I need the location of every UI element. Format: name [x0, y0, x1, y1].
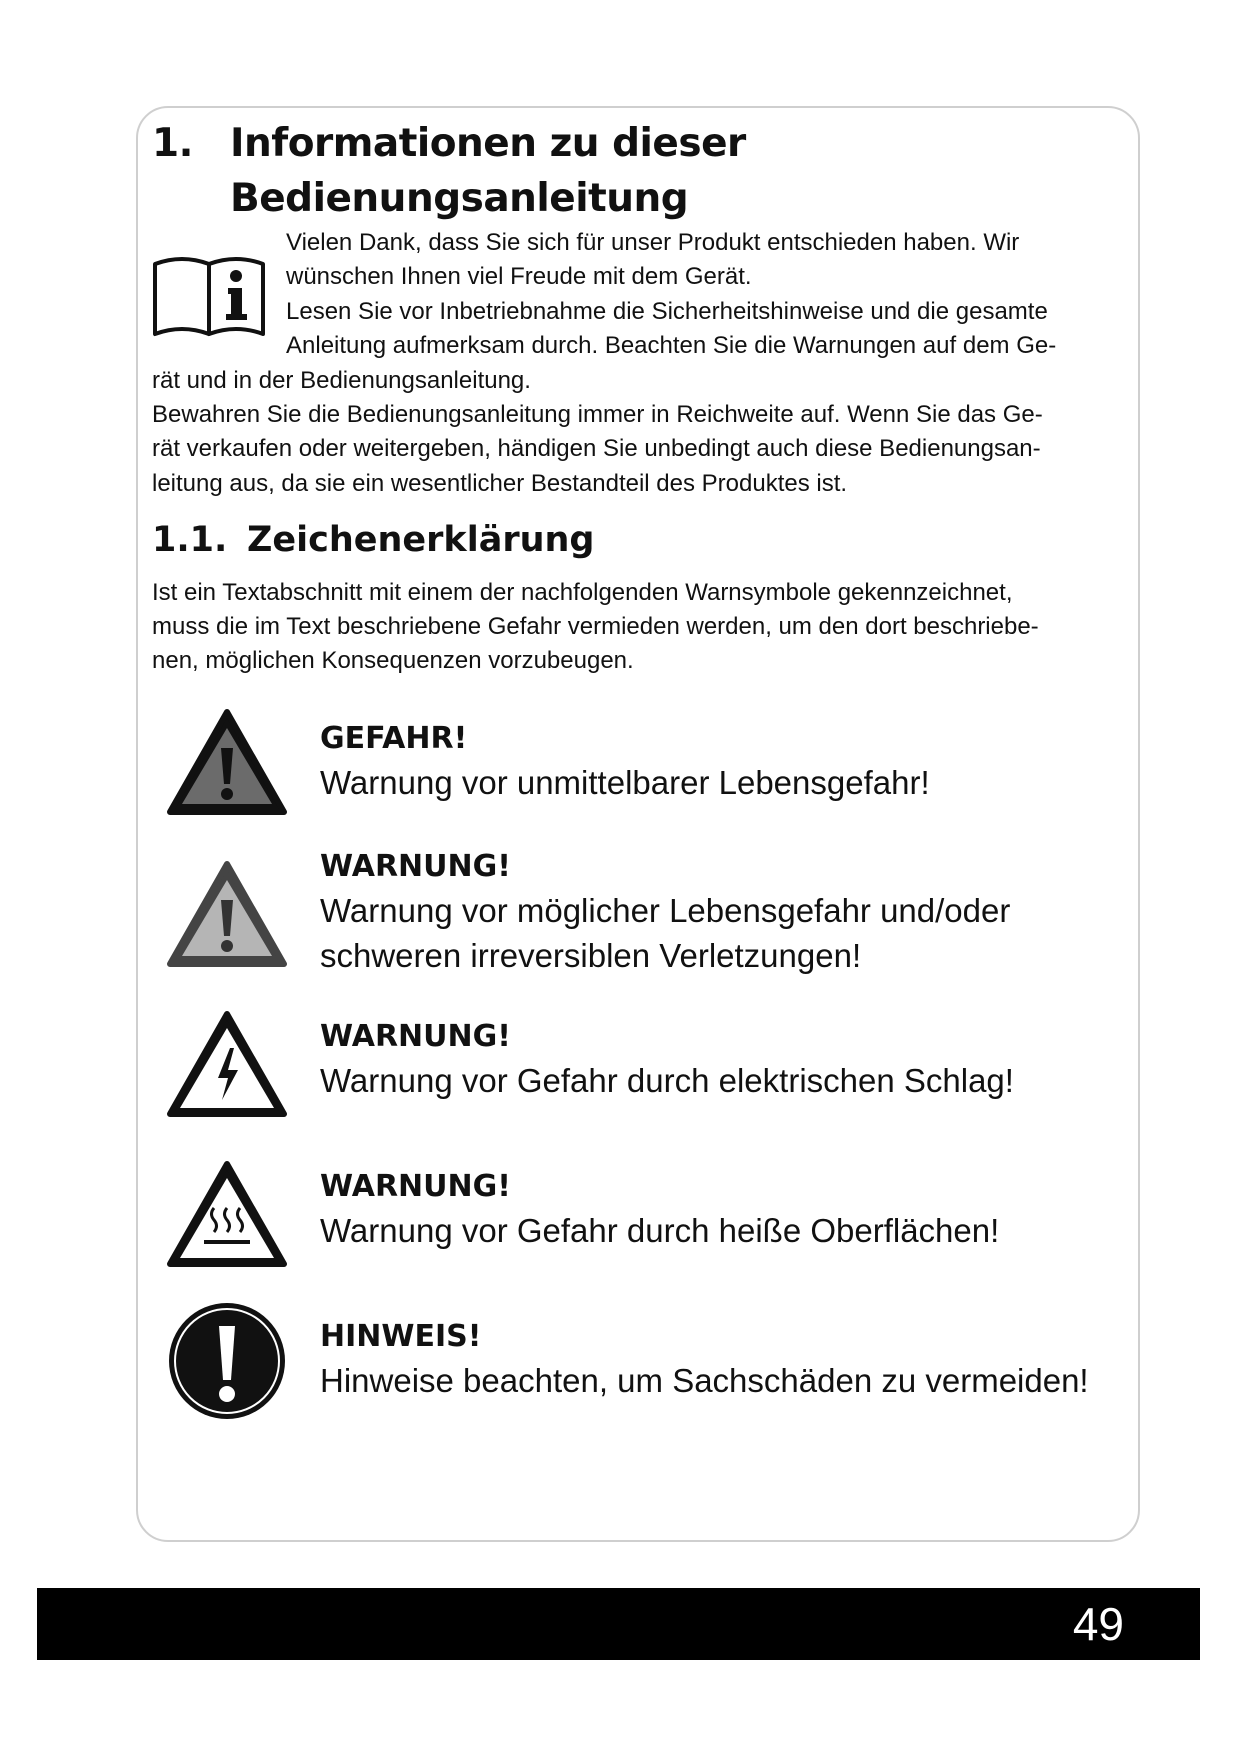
symbol-description: Warnung vor möglicher Lebensgefahr und/oder: [320, 892, 1011, 929]
intro-line: rät und in der Bedienungsanleitung.: [152, 366, 531, 394]
footer-bar: [37, 1588, 1200, 1660]
subsection-number: 1.1.: [152, 520, 228, 560]
intro-line: leitung aus, da sie ein wesentlicher Bestandteil des Produktes ist.: [152, 469, 848, 497]
lead-line: Ist ein Textabschnitt mit einem der nachfolgenden Warnsymbole gekennzeichnet,: [152, 579, 1013, 606]
symbol-entry-notice: [320, 1316, 1120, 1403]
electric-shock-icon: [164, 1002, 290, 1128]
intro-line: rät verkaufen oder weitergeben, händigen Sie unbedingt auch diese Bedienungsan-: [152, 435, 1041, 463]
symbol-intro-text: [152, 576, 1132, 678]
warning-triangle-icon: [164, 852, 290, 978]
danger-triangle-icon: [164, 700, 290, 826]
subsection-heading: [152, 518, 594, 562]
subsection-title: Zeichenerklärung: [247, 520, 595, 560]
section-title-line2: Bedienungsanleitung: [230, 176, 689, 221]
symbol-description: schweren irreversiblen Verletzungen!: [320, 937, 862, 974]
symbol-title: WARNUNG!: [320, 1019, 511, 1054]
intro-text: [152, 226, 1132, 501]
section-number: 1.: [152, 121, 193, 166]
symbol-entry-electric: [320, 1016, 1120, 1103]
hot-surface-icon: [164, 1152, 290, 1278]
symbol-description: Warnung vor Gefahr durch heiße Oberflächen!: [320, 1212, 1000, 1249]
intro-line: Vielen Dank, dass Sie sich für unser Produkt entschieden haben. Wir: [286, 229, 1020, 256]
symbol-entry-warning: [320, 846, 1120, 978]
lead-line: nen, möglichen Konsequenzen vorzubeugen.: [152, 647, 634, 674]
symbol-description: Hinweise beachten, um Sachschäden zu vermeiden!: [320, 1362, 1089, 1399]
symbol-title: WARNUNG!: [320, 1169, 511, 1204]
symbol-title: HINWEIS!: [320, 1319, 482, 1354]
intro-line: Lesen Sie vor Inbetriebnahme die Sicherheitshinweise und die gesamte: [286, 297, 1048, 325]
symbol-title: GEFAHR!: [320, 721, 468, 756]
notice-exclamation-icon: [164, 1298, 290, 1424]
lead-line: muss die im Text beschriebene Gefahr vermieden werden, um den dort beschriebe-: [152, 613, 1039, 640]
symbol-title: WARNUNG!: [320, 849, 511, 884]
intro-line: Bewahren Sie die Bedienungsanleitung immer in Reichweite auf. Wenn Sie das Ge-: [152, 401, 1043, 429]
symbol-description: Warnung vor unmittelbarer Lebensgefahr!: [320, 764, 930, 801]
page-number: 49: [1072, 1598, 1124, 1650]
intro-line: wünschen Ihnen viel Freude mit dem Gerät.: [286, 263, 752, 291]
section-title-line1: Informationen zu dieser: [230, 121, 746, 166]
symbol-description: Warnung vor Gefahr durch elektrischen Schlag!: [320, 1062, 1014, 1099]
intro-line: Anleitung aufmerksam durch. Beachten Sie die Warnungen auf dem Ge-: [286, 332, 1057, 360]
section-heading: [152, 116, 746, 226]
symbol-entry-danger: [320, 718, 1120, 805]
symbol-entry-hot-surface: [320, 1166, 1120, 1253]
